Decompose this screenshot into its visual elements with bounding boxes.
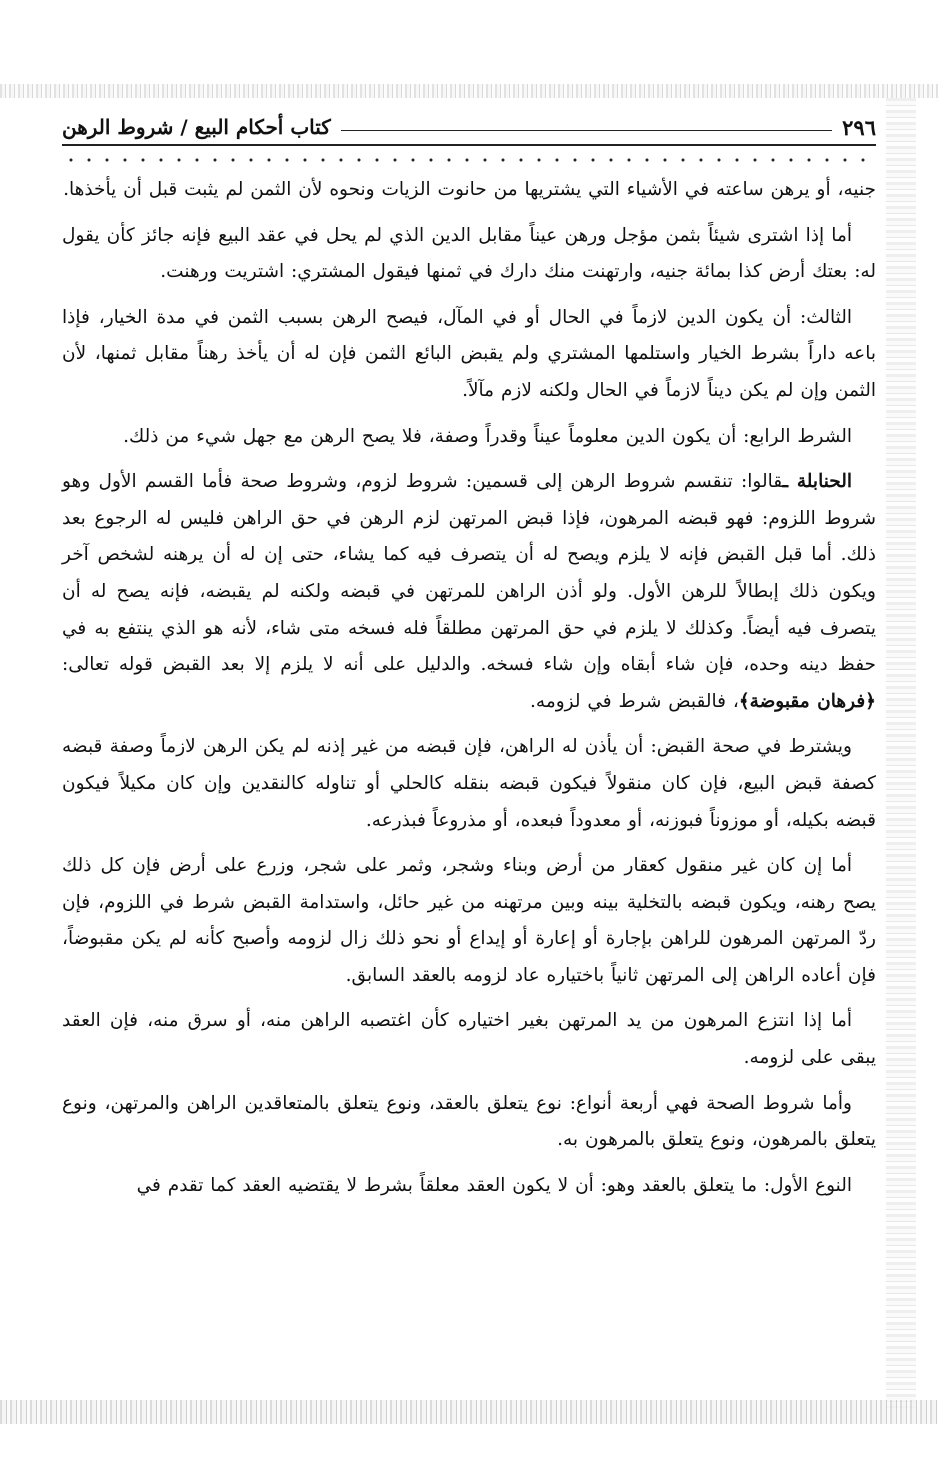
paragraph-10-text: النوع الأول: ما يتعلق بالعقد وهو: أن لا يكون العقد معلقاً بشرط لا يقتضيه العقد كما تقدم في: [136, 1174, 852, 1196]
paragraph-3: [62, 300, 876, 410]
running-header: [62, 110, 876, 146]
paragraph-5-tail: ، فالقبض شرط في لزومه.: [530, 690, 739, 712]
header-rule: [341, 130, 832, 131]
footnote-dotted-separator: [62, 152, 876, 168]
paragraph-4: [62, 419, 876, 456]
paragraph-8: [62, 1003, 876, 1076]
paragraph-5: [62, 464, 876, 720]
paragraph-1: [62, 172, 876, 209]
paragraph-8-text: أما إذا انتزع المرهون من يد المرتهن بغير اختياره كأن اغتصبه الراهن منه، أو سرق منه، فإن العقد يبقى على لزومه.: [62, 1010, 876, 1069]
scan-edge-top: [0, 84, 938, 98]
scan-edge-bottom: [0, 1400, 938, 1424]
paragraph-4-text: الشرط الرابع: أن يكون الدين معلوماً عيناً وقدراً وصفة، فلا يصح الرهن مع جهل شيء من ذلك.: [123, 425, 852, 447]
paragraph-1-text: جنيه، أو يرهن ساعته في الأشياء التي يشتريها من حانوت الزيات ونحوه لأن الثمن لم يثبت قبل أن يأخذها.: [63, 179, 876, 200]
paragraph-6: [62, 729, 876, 839]
paragraph-5-text: قالوا: تنقسم شروط الرهن إلى قسمين: شروط لزوم، وشروط صحة فأما القسم الأول وهو شروط اللزوم: فهو قبضه المرهون، فإذا قبض المرتهن لزم الرهن في حق الراهن فليس له الرجوع بعد ذلك. أما قبل القبض فإنه لا يلزم ويصح له أن يتصرف فيه كما يشاء، حتى إن له أن يرهنه لشخص آخر ويكون ذلك إبطالاً للرهن الأول. ولو أذن الراهن للمرتهن في قبضه ولكنه لم يقبضه، فإنه يصح له أن يتصرف فيه أيضاً. وكذلك لا يلزم في حق المرتهن مطلقاً فله فسخه متى شاء، لأنه هو الذي ينتفع به في حفظ دينه وحده، فإن شاء أبقاه وإن شاء فسخه. والدليل على أنه لا يلزم إلا بعد القبض قوله تعالى:: [62, 471, 876, 676]
paragraph-6-text: ويشترط في صحة القبض: أن يأذن له الراهن، فإن قبضه من غير إذنه لم يكن الرهن لازماً وصفة قبضه كصفة قبض البيع، فإن كان منقولاً فيكون قبضه بنقله كالحلي أو تناوله كالنقدين وإن كان مكيلاً فيكون قبضه بكيله، أو موزوناً فبوزنه، أو معدوداً فبعده، أو مذروعاً فبذرعه.: [62, 736, 876, 831]
paragraph-2: [62, 218, 876, 291]
paragraph-3-text: الثالث: أن يكون الدين لازماً في الحال أو في المآل، فيصح الرهن بسبب الثمن في مدة الخيار، فإذا باعه داراً بشرط الخيار واستلمها المشتري ولم يقبض البائع الثمن فإن له أن يأخذ رهناً مقابل ثمنها، لأن الثمن وإن لم يكن ديناً لازماً في الحال ولكنه لازم مآلاً.: [62, 306, 876, 401]
paragraph-9-text: وأما شروط الصحة فهي أربعة أنواع: نوع يتعلق بالعقد، ونوع يتعلق بالمتعاقدين الراهن والمرتهن، ونوع يتعلق بالمرهون، ونوع يتعلق بالمرهون به.: [62, 1092, 876, 1151]
scan-edge-right: [886, 98, 916, 1408]
book-page: [62, 110, 876, 1213]
paragraph-2-text: أما إذا اشترى شيئاً بثمن مؤجل ورهن عيناً مقابل الدين الذي لم يحل في عقد البيع فإنه جائز كأن يقول له: بعتك أرض كذا بمائة جنيه، وارتهنت منك دارك في ثمنها فيقول المشتري: اشتريت ورهنت.: [62, 224, 876, 283]
paragraph-10: [62, 1168, 876, 1205]
page-number: ٢٩٦: [842, 114, 876, 140]
paragraph-7: [62, 848, 876, 994]
paragraph-9: [62, 1086, 876, 1159]
quran-verse: ﴿فرهان مقبوضة﴾: [738, 690, 876, 712]
paragraph-7-text: أما إن كان غير منقول كعقار من أرض وبناء وشجر، وثمر على شجر، وزرع على أرض فإن كل ذلك يصح رهنه، ويكون قبضه بالتخلية بينه وبين مرتهنه من غير حائل، واستدامة القبض شرط في اللزوم، فإن ردّ المرتهن المرهون للراهن بإجارة أو إعارة أو إيداع أو نحو ذلك زال لزومه وأصبح كأنه لم يكن مقبوضاً، فإن أعاده الراهن إلى المرتهن ثانياً باختياره عاد لزومه بالعقد السابق.: [62, 855, 876, 986]
running-title: كتاب أحكام البيع / شروط الرهن: [62, 115, 331, 139]
school-heading: الحنابلة ـ: [782, 471, 853, 493]
